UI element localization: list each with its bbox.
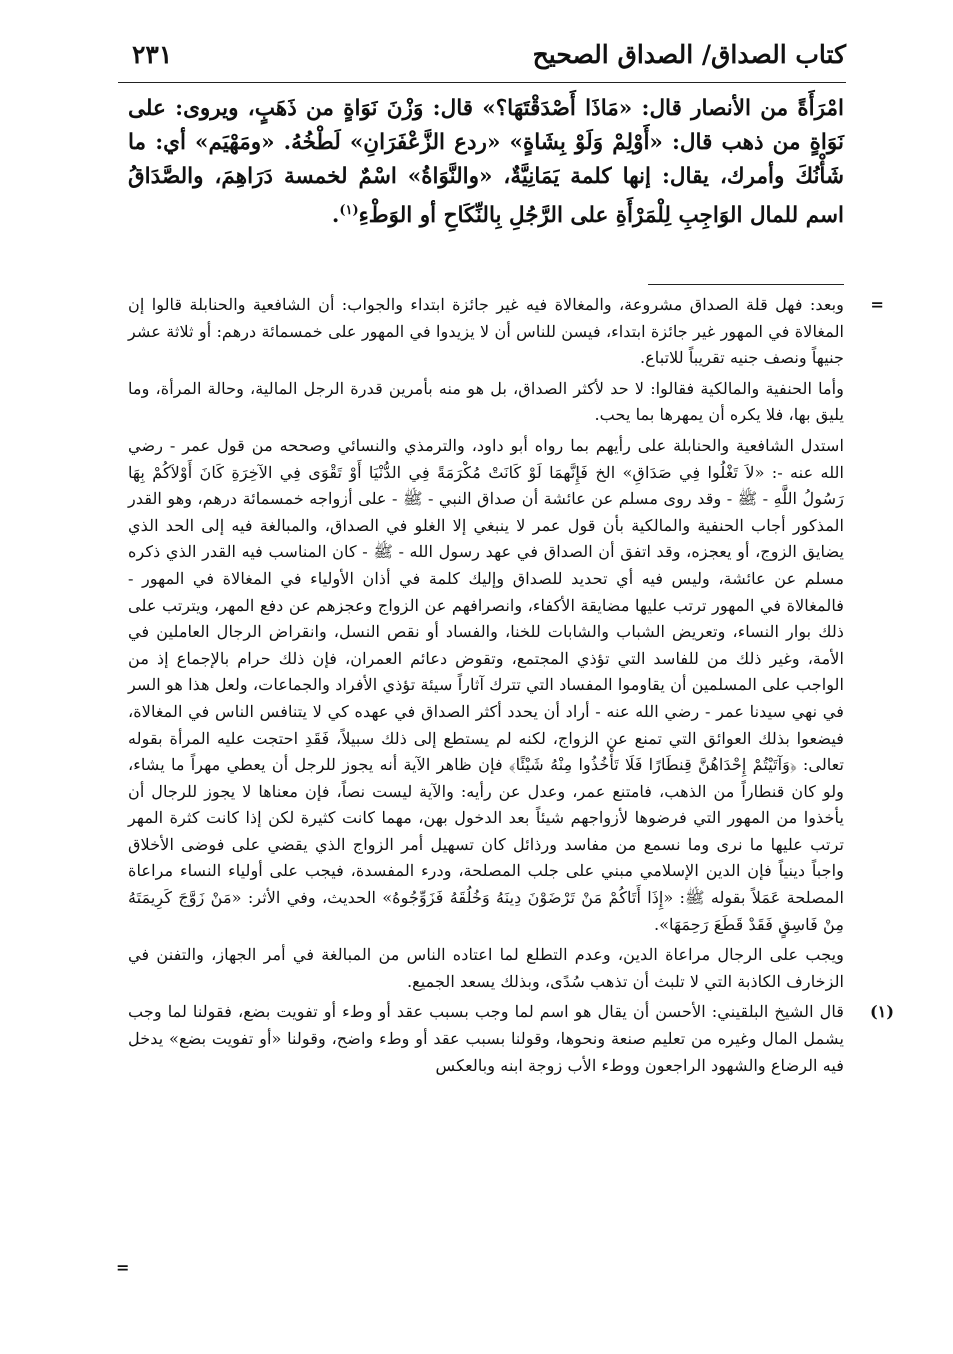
main-paragraph-text: امْرَأَةً من الأنصار قال: «مَاذَا أَصْدَقْتَهَا؟» قال: وَزْنَ نَوَاةٍ من ذَهَبٍ، ويروى: على نَوَاةٍ من ذهب قال: «أَوْلِمْ وَلَوْ بِشَاةٍ» «ردع الزَّعْفَرَانِ» لَطْخُهُ. «ومَهْيَم» أي: ما شَأْنُكَ وأمرك، يقال: إنها كلمة يَمَانِيَّةٌ، «والنَّوَاةُ» اسْمٌ لخمسة دَرَاهِمَ، والصَّدَاقُ اسم للمال الوَاجِبِ لِلْمَرْأَةِ على الرَّجُلِ بِالنِّكَاحِ أو الوَطْءِ xyxy=(128,96,844,229)
note-paragraph: وبعد: فهل قلة الصداق مشروعة، والمغالاة فيه غير جائزة ابتداء والجواب: أن الشافعية والحنابلة قالوا إن المغالاة في المهور غير جائزة ابتداء، فيسن للناس أن لا يزيدوا في المهور على خمسمائة درهم: أو ثلاثة عشر جنيهاً ونصف جنيه تقريباً للاتباع. xyxy=(128,295,844,368)
continuation-marker-bottom: = xyxy=(116,1258,130,1277)
continuation-marker: = xyxy=(870,295,884,314)
note-paragraph: وأما الحنفية والمالكية فقالوا: لا حد لأكثر الصداق، بل هو منه بأمرين قدرة الرجل المالية، وحالة المرأة، وما يليق بها، فلا يكره أن يمهرها بما يحب. xyxy=(128,378,844,425)
main-text-block xyxy=(128,92,844,233)
footnotes-section xyxy=(128,292,894,1083)
running-title: كتاب الصداق/ الصداق الصحيح xyxy=(532,40,846,69)
note-paragraph: ويجب على الرجال مراعاة الدين، وعدم التطلع لما اعتاده الناس من المبالغة في أمر الجهاز، والتفنن في الزخارف الكاذبة التي لا تلبث أن تذهب سُدًى، وبذلك يسعد الجميع. xyxy=(128,945,844,991)
note-paragraph: استدل الشافعية والحنابلة على رأيهم بما رواه أبو داود، والترمذي والنسائي وصححه من قول عمر - رضي الله عنه -: «لاَ تَغْلُوا فِي صَدَاقِ» الخ فَإِنَّهمَا لَوْ كَانَتْ مُكْرَمَةً فِي الدُّنْيَا أَوْ تَقْوَى فِي الآخِرَةِ كَانَ أَوْلاَكُمْ بِهَا رَسُولُ اللَّهِ - ﷺ - وقد روى مسلم عن عائشة أن صداق النبي - ﷺ - على أزواجه خمسمائة درهم، وهو القدر المذكور أجاب الحنفية والمالكية بأن قول عمر لا ينبغي إلا الغلو في الصداق، والمبالغة فيه إلى الحد الذي يضايق الزوج، أو يعجزه، وقد اتفق أن الصداق في عهد رسول الله - ﷺ - كان المناسب فيه القدر الذي ذكره مسلم عن عائشة، وليس فيه أي تحديد للصداق وإليك كلمة في أذان الأولياء في المغالاة في المهور - فالمغالاة في المهور ترتب عليها مضايقة الأكفاء، وانصرافهم عن الزواج وعجزهم عن دفع المهر، ويترتب على ذلك بوار النساء، وتعريض الشباب والشابات للخنا، والفساد أو نقص النسل، وانقراض الرجال العاملين في الأمة، وغير ذلك من للفاسد التي تؤذي المجتمع، وتقوض دعائم العمران، فإن ذلك حرام بالإجماع إذ من الواجب على المسلمين أن يقاوموا المفساد التي تترك آثاراً سيئة تؤذي الأفراد والجماعات، ولعل هذا هو السر في نهي سيدنا عمر - رضي الله عنه - أراد أن يحدد أكثر الصداق في عهده كي لا يتنافس الناس في المغالاة، فيضعوا بذلك العوائق التي تمنع عن الزواج، لكنه لم يستطع إلى ذلك سبيلاً، فَقَدِ احتجت عليه المرأة بقوله تعالى: ﴿وَآتَيْتُمْ إِحْدَاهُنَّ قِنطَارًا فَلَا تَأْخُذُوا مِنْهُ شَيْئًا﴾ فإن ظاهر الآية أنه يجوز للرجل أن يعطي مهراً ما يشاء، ولو كان قنطاراً من الذهب، فامتنع عمر، وعدل عن رأيه: والآية ليست نصاً، فإن معناها لا يجوز للرجال أن يأخذوا من المهور التي فرضوها لأزواجهم شيئاً بعد الدخول بهن، مهما كانت كثيرة لكن إذا كانت كثرة المهر ترتب عليها ما نرى وما نسمع من مفاسد ورذائل كان تسهيل أمر الزواج الذي يقضي على فوضى الأخلاق واجباً دينياً فإن الدين الإسلامي مبني على جلب المصلحة، ودرء المفسدة، فيجب على أولياء النساء مراعاة المصلحة عَمَلاً بقوله ﷺ: «إِذَا أَتَاكُمْ مَنْ تَرْضَوْنَ دِينَهُ وَخُلُقَهُ فَزَوِّجُوهُ» الحديث، وفي الأثر: «مَنْ زَوَّجَ كَرِيمَتَهُ مِنْ فَاسِقٍ فَقَدْ قَطَعَ رَحِمَهَا». xyxy=(128,435,844,934)
footnote-text: قال الشيخ البلقيني: الأحسن أن يقال هو اسم لما وجب بسبب عقد أو وطء أو تفويت بضع، فقولنا لما وجب يشمل المال وغيره من تعليم صنعة ونحوها، وقولنا بسبب عقد أو وطء واضح، وقولنا «أو تفويت بضع» يدخل فيه الرضاع والشهود الراجعون ووطء الأب زوجة ابنه وبالعكس xyxy=(128,1002,844,1075)
main-paragraph: امْرَأَةً من الأنصار قال: «مَاذَا أَصْدَقْتَهَا؟» قال: وَزْنَ نَوَاةٍ من ذَهَبٍ، ويروى: على نَوَاةٍ من ذهب قال: «أَوْلِمْ وَلَوْ بِشَاةٍ» «ردع الزَّعْفَرَانِ» لَطْخُهُ. «ومَهْيَم» أي: ما شَأْنُكَ وأمرك، يقال: إنها كلمة يَمَانِيَّةٌ، «والنَّوَاةُ» اسْمٌ لخمسة دَرَاهِمَ، والصَّدَاقُ اسم للمال الوَاجِبِ لِلْمَرْأَةِ على الرَّجُلِ بِالنِّكَاحِ أو الوَطْءِ$^{(١)}$. xyxy=(128,96,844,229)
page-number: ٢٣١ xyxy=(132,40,173,69)
footnote-1 xyxy=(128,999,894,1079)
footnote-number: (١) xyxy=(869,1002,894,1022)
footnote-reference: (١) xyxy=(339,203,359,218)
footnote-separator xyxy=(648,284,844,285)
page-header xyxy=(118,30,846,83)
